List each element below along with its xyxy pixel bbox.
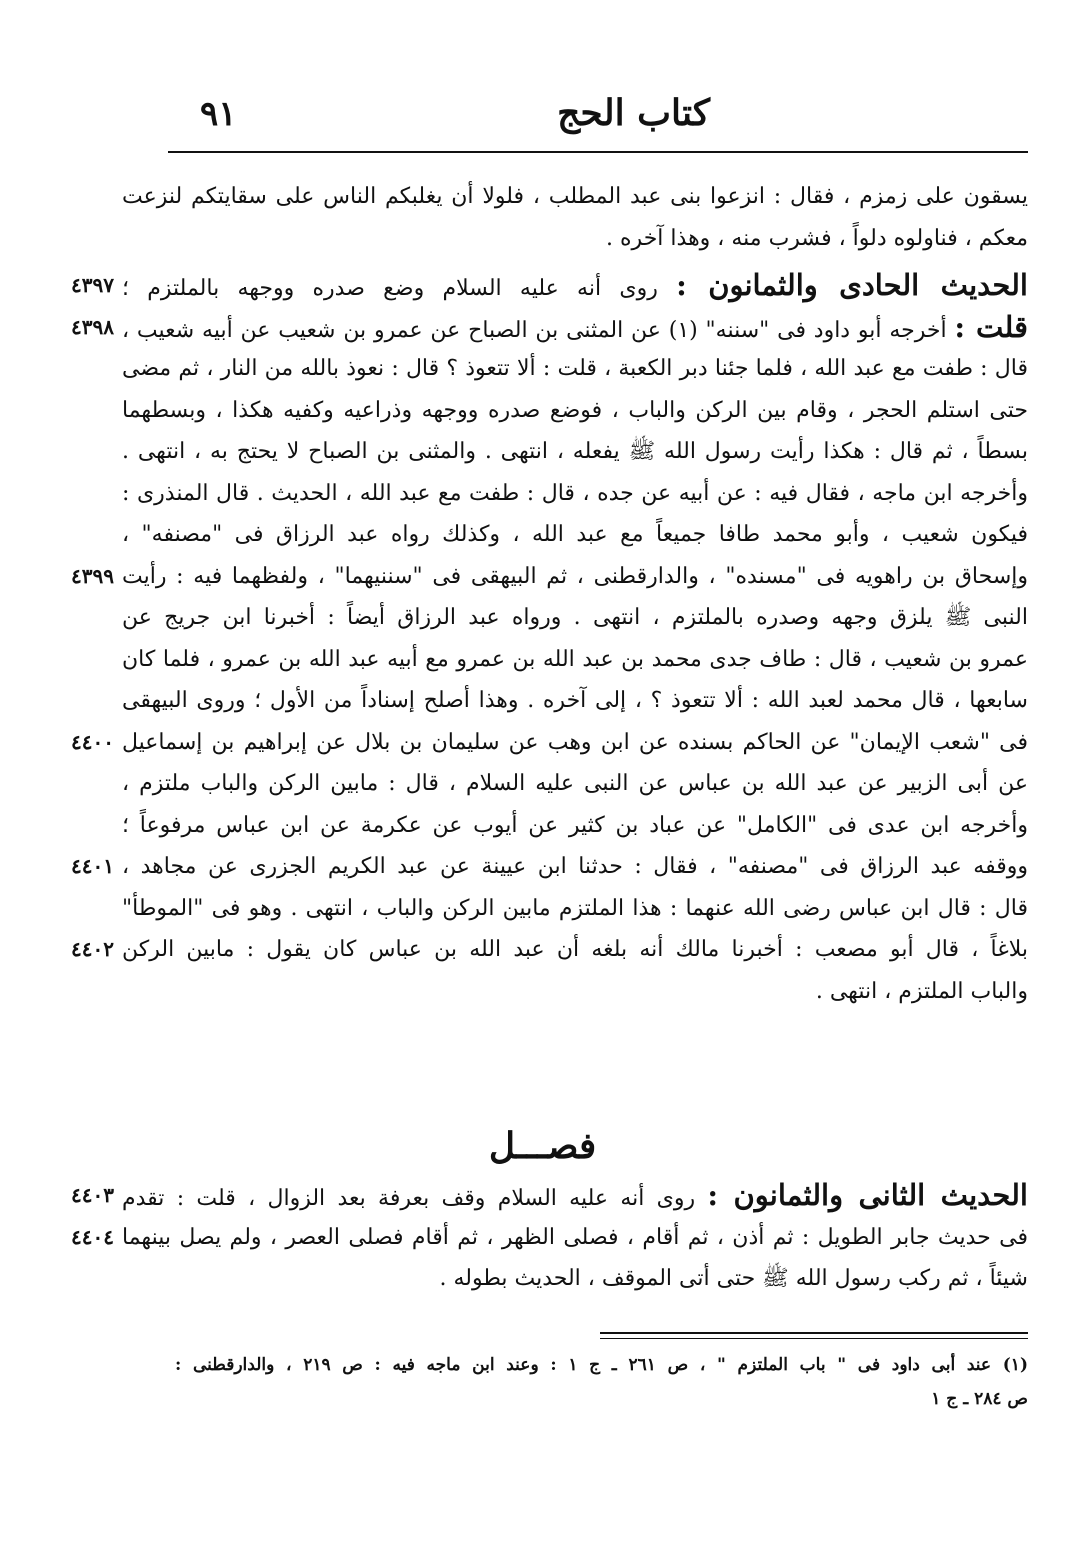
section-text: [71, 1175, 1028, 1300]
line-text: معكم ، فناولوه دلواً ، فشرب منه ، وهذا آخره .: [606, 225, 1028, 251]
qultu-label: قلت :: [954, 309, 1028, 344]
margin-number: ٤٤٠٣: [71, 1183, 114, 1207]
page-header: [160, 92, 1030, 144]
margin-number: ٤٣٩٩: [71, 563, 114, 588]
hadith-heading-line: [71, 1175, 1028, 1217]
line-text: حتى استلم الحجر ، وقام بين الركن والباب ، فوضع صدره ووجهه وذراعيه وكفيه هكذا ، وبسطهما: [122, 397, 1028, 423]
margin-number: ٤٤٠١: [71, 854, 114, 878]
text-line: [71, 1217, 1028, 1259]
footnote-separator-thin: [600, 1338, 1028, 1339]
text-line: [122, 639, 1028, 681]
text-line: [122, 390, 1028, 432]
text-line: [122, 763, 1028, 805]
margin-number: ٤٤٠٠: [71, 729, 114, 754]
text-line: [122, 431, 1028, 473]
text-line: [122, 597, 1028, 639]
footnotes: [175, 1348, 1028, 1416]
line-text: فى حديث جابر الطويل : ثم أذن ، ثم أقام ، فصلى الظهر ، ثم أقام فصلى العصر ، ولم يصل بينهما: [122, 1224, 1028, 1250]
text-line: [122, 1258, 1028, 1300]
line-text: فى "شعب الإيمان" عن الحاكم بسنده عن ابن وهب عن سليمان بن بلال عن إبراهيم بن إسماعيل: [122, 729, 1028, 755]
footnote-separator: [600, 1332, 1028, 1334]
text-line: [122, 805, 1028, 847]
text-line: [122, 680, 1028, 722]
line-text: وأخرجه ابن ماجه ، فقال فيه : عن أبيه عن جده ، قال : طفت مع عبد الله ، الحديث . قال المنذرى :: [122, 480, 1028, 506]
header-rule: [168, 151, 1028, 153]
text-line: [122, 176, 1028, 218]
hadith-heading: الحديث الحادى والثمانون :: [676, 268, 1028, 302]
running-title: كتاب الحج: [557, 92, 710, 134]
margin-number: ٤٣٩٨: [71, 314, 114, 339]
hadith-heading: الحديث الثانى والثمانون :: [707, 1178, 1028, 1212]
margin-number: ٤٣٩٧: [71, 273, 114, 297]
text-line: [71, 307, 1028, 349]
footnote-line: (١) عند أبى داود فى " باب الملتزم " ، ص ٢٦١ ـ ج ١ : وعند ابن ماجه فيه : ص ٢١٩ ، والدارقطنى :: [175, 1355, 1028, 1375]
footnote-line: ص ٢٨٤ ـ ج ١: [931, 1389, 1028, 1409]
line-text: سابعها ، قال محمد لعبد الله : ألا تتعوذ ؟ ، إلى آخره . وهذا أصلح إسناداً من الأول ؛ وروى البيهقى: [122, 688, 1028, 713]
line-text: روى أنه عليه السلام وضع صدره ووجهه بالملتزم ؛: [122, 276, 658, 301]
margin-number: ٤٤٠٢: [71, 937, 114, 961]
text-line: [122, 218, 1028, 260]
text-line: [122, 888, 1028, 930]
text-line: [71, 929, 1028, 971]
line-text: عن أبى الزبير عن عبد الله بن عباس عن النبى عليه السلام ، قال : مابين الركن والباب ملتزم ،: [122, 771, 1028, 796]
text-line: [122, 514, 1028, 556]
text-line: [71, 846, 1028, 888]
text-line: [122, 971, 1028, 1013]
text-line: [122, 473, 1028, 515]
page-number: ٩١: [200, 94, 237, 134]
line-text: شيئاً ، ثم ركب رسول الله ﷺ حتى أتى الموقف ، الحديث بطوله .: [439, 1266, 1028, 1291]
margin-number: ٤٤٠٤: [71, 1224, 114, 1249]
section-title: فصـــل: [488, 1125, 597, 1167]
line-text: النبى ﷺ يلزق وجهه وصدره بالملتزم ، انتهى . ورواه عبد الرزاق أيضاً : أخبرنا ابن جريج عن: [122, 605, 1028, 630]
line-text: بسطاً ، ثم قال : هكذا رأيت رسول الله ﷺ يفعله ، انتهى . والمثنى بن الصباح لا يحتج به ، انتهى .: [122, 439, 1028, 464]
text-line: [71, 722, 1028, 764]
line-text: روى أنه عليه السلام وقف بعرفة بعد الزوال ، قلت : تقدم: [122, 1186, 696, 1211]
line-text: قال : طفت مع عبد الله ، فلما جئنا دبر الكعبة ، قلت : ألا تتعوذ ؟ قال : نعوذ بالله من النار ، ثم مضى: [122, 356, 1028, 381]
line-text: والباب الملتزم ، انتهى .: [815, 978, 1028, 1004]
line-text: يسقون على زمزم ، فقال : انزعوا بنى عبد المطلب ، فلولا أن يغلبكم الناس على سقايتكم لنزعت: [122, 184, 1028, 209]
text-line: [122, 348, 1028, 390]
line-text: ووقفه عبد الرزاق فى "مصنفه" ، فقال : حدثنا ابن عيينة عن عبد الكريم الجزرى عن مجاهد ،: [122, 854, 1028, 879]
line-text: وأخرجه ابن عدى فى "الكامل" عن عباد بن كثير عن أيوب عن عكرمة عن ابن عباس مرفوعاً ؛: [122, 812, 1028, 838]
text-line: [71, 556, 1028, 598]
line-text: وإسحاق بن راهويه فى "مسنده" ، والدارقطنى ، ثم البيهقى فى "سننيهما" ، ولفظهما فيه : رأيت: [122, 563, 1028, 589]
hadith-heading-line: [71, 265, 1028, 307]
line-text: عمرو بن شعيب ، قال : طاف جدى محمد بن عبد الله بن عمرو مع أبيه عبد الله بن عمرو ، فلما كان: [122, 646, 1028, 672]
line-text: أخرجه أبو داود فى "سننه" (١) عن المثنى بن الصباح عن عمرو بن شعيب عن أبيه شعيب ،: [122, 317, 947, 343]
line-text: فيكون شعيب ، وأبو محمد طافا جميعاً مع عبد الله ، وكذلك رواه عبد الرزاق فى "مصنفه" ،: [122, 522, 1028, 547]
line-text: قال : قال ابن عباس رضى الله عنهما : هذا الملتزم مابين الركن والباب ، انتهى . وهو فى "الموطأ": [122, 895, 1028, 921]
main-text: [71, 176, 1028, 1012]
line-text: بلاغاً ، قال أبو مصعب : أخبرنا مالك أنه بلغه أن عبد الله بن عباس كان يقول : مابين الركن: [122, 937, 1028, 962]
section-heading: [0, 1125, 1085, 1167]
